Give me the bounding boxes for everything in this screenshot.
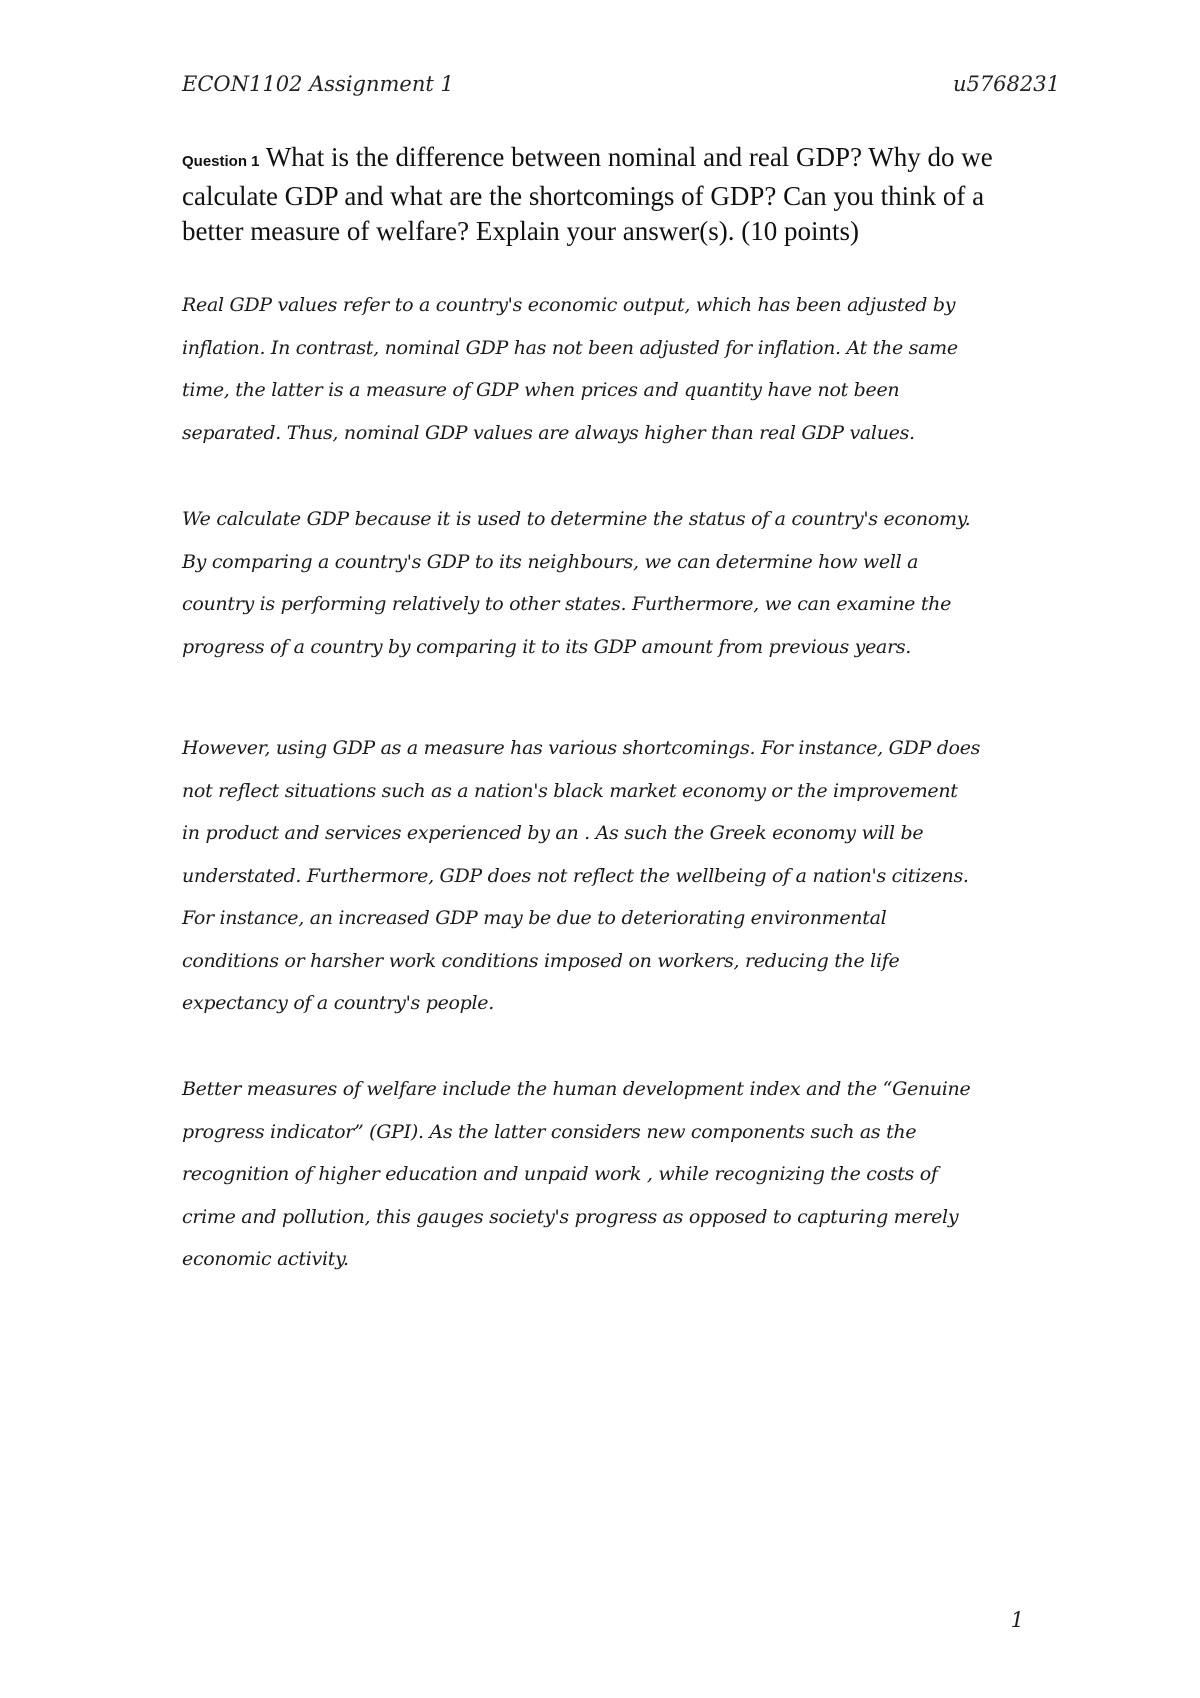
answer-line: inflation. In contrast, nominal GDP has not been adjusted for inflation. At the same (182, 336, 958, 359)
answer-line: progress of a country by comparing it to its GDP amount from previous years. (182, 635, 912, 658)
answer-line: country is performing relatively to other states. Furthermore, we can examine the (182, 593, 952, 615)
answer-line: crime and pollution, this gauges society's progress as opposed to capturing merely (182, 1205, 959, 1228)
question-block (182, 140, 1042, 249)
answer-line: By comparing a country's GDP to its neighbours, we can determine how well a (182, 550, 919, 573)
answer-line: Better measures of welfare include the human development index and the “Genuine (182, 1078, 971, 1100)
answer-line: progress indicator” (GPI). As the latter considers new components such as the (182, 1120, 917, 1143)
answer-paragraph-why-calculate (182, 498, 1042, 668)
header-student-id: u5768231 (952, 72, 1060, 96)
question-label: Question 1 (182, 153, 260, 170)
answer-line: However, using GDP as a measure has various shortcomings. For instance, GDP does (182, 737, 981, 759)
answer-line: in product and services experienced by an . As such the Greek economy will be (182, 822, 924, 844)
answer-paragraph-better-measures (182, 1068, 1042, 1281)
answer-line: time, the latter is a measure of GDP when prices and quantity have not been (182, 379, 900, 401)
answer-line: understated. Furthermore, GDP does not reflect the wellbeing of a nation's citizens. (182, 864, 969, 887)
answer-paragraph-shortcomings (182, 727, 1042, 1025)
answer-paragraph-nominal-vs-real (182, 284, 1042, 454)
answer-line: economic activity. (182, 1248, 349, 1270)
question-text: What is the difference between nominal and real GDP? Why do we calculate GDP and what are the shortcomings of GDP? Can you think of a better measure of welfare? Explain your answer(s). (10 points) (182, 142, 993, 246)
answer-line: recognition of higher education and unpaid work , while recognizing the costs of (182, 1163, 938, 1185)
answer-line: Real GDP values refer to a country's economic output, which has been adjusted by (182, 294, 956, 316)
answer-line: expectancy of a country's people. (182, 992, 494, 1014)
page-number: 1 (1010, 1608, 1024, 1632)
answer-line: conditions or harsher work conditions imposed on workers, reducing the life (182, 949, 900, 972)
answer-line: not reflect situations such as a nation's black market economy or the improvement (182, 779, 958, 802)
answer-line: We calculate GDP because it is used to determine the status of a country's economy. (182, 508, 971, 530)
answer-line: separated. Thus, nominal GDP values are always higher than real GDP values. (182, 421, 915, 444)
header-course-title: ECON1102 Assignment 1 (182, 72, 454, 96)
answer-line: For instance, an increased GDP may be due to deteriorating environmental (182, 907, 887, 929)
